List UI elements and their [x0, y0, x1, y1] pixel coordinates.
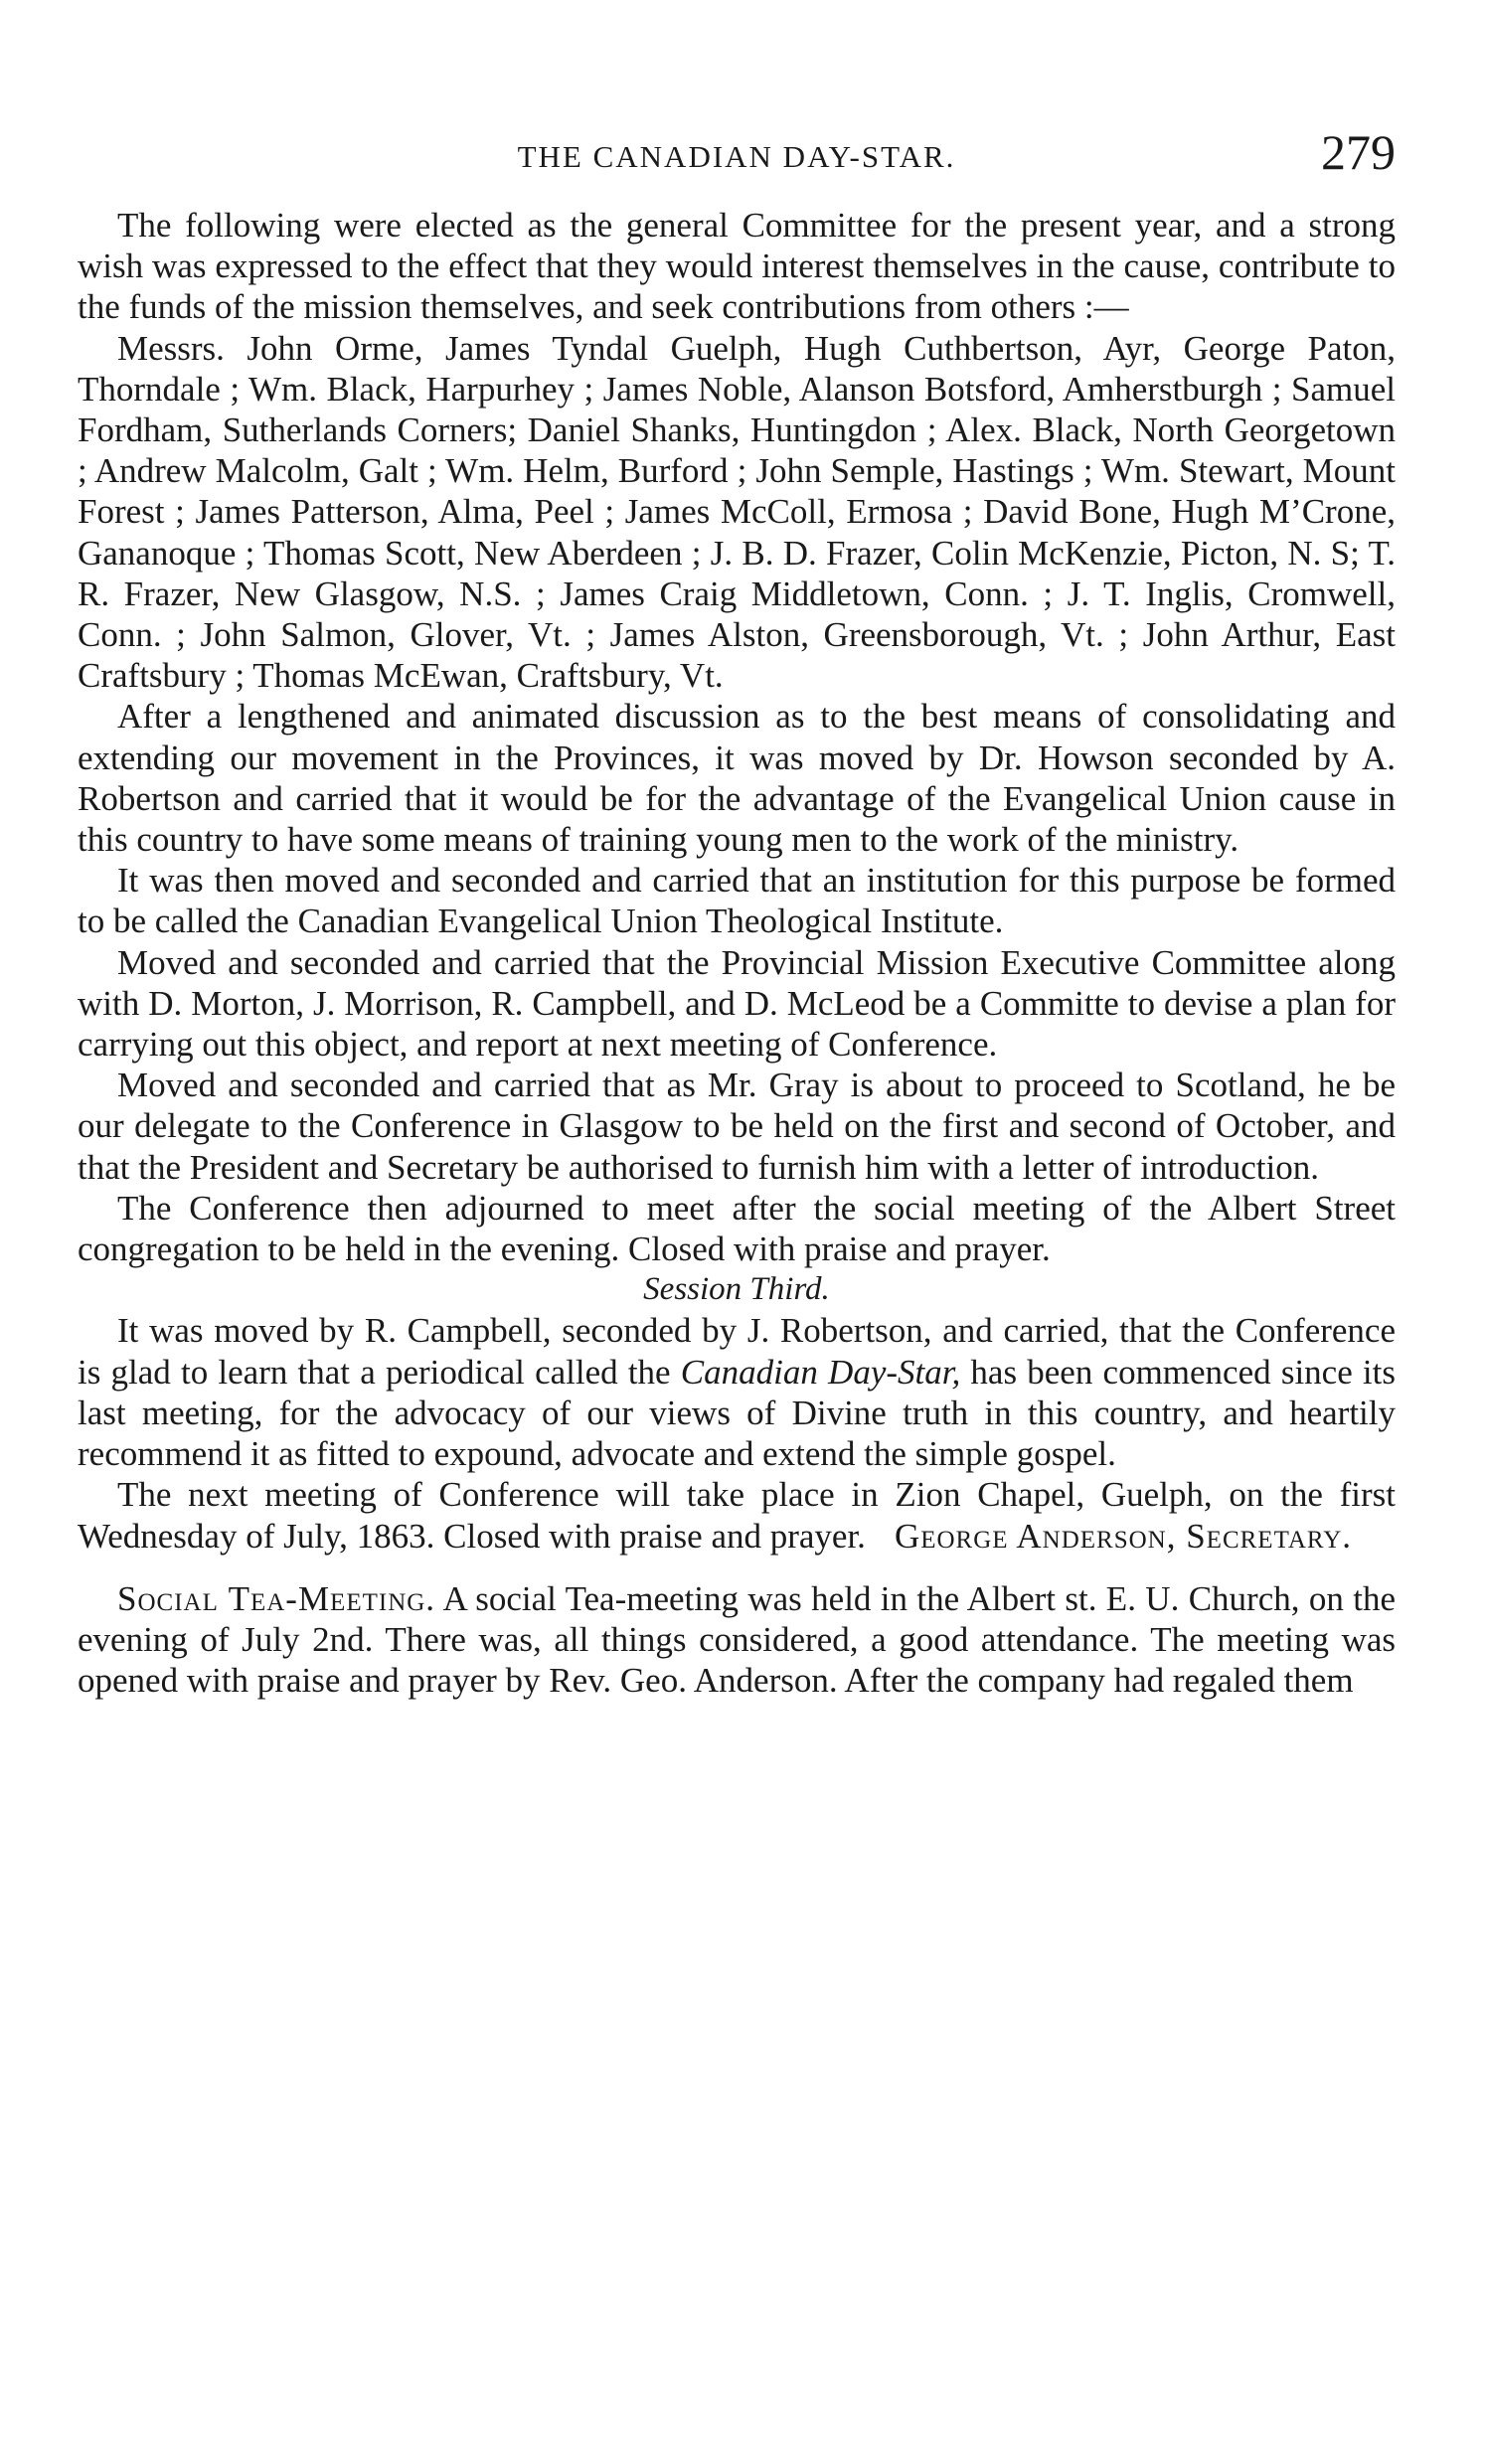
- periodical-text-after: has been commenced since its last meeting, for the advocacy of our views of Divine truth in this country, and heartily recommend it as fitted to expound, advocate and extend the simple gospel.: [78, 1352, 1396, 1474]
- running-head: THE CANADIAN DAY-STAR.: [517, 139, 956, 174]
- signature-text: George Anderson, Secretary.: [894, 1516, 1352, 1556]
- paragraph-next-meeting: The next meeting of Conference will take place in Zion Chapel, Guelph, on the first Wednesday of July, 1863. Closed with praise and prayer.: [78, 1475, 1396, 1556]
- paragraph-training-discussion: After a lengthened and animated discussion as to the best means of consolidating and extending our movement in the Provinces, it was moved by Dr. Howson seconded by A. Robertson and carried that it would be for the advantage of the Evangelical Union cause in this country to have some means of training young men to the work of the ministry.: [78, 697, 1396, 860]
- paragraph-tea-meeting: [78, 1578, 1396, 1702]
- periodical-text-before: It was moved by R. Campbell, seconded by J. Robertson, and carried, that the Conference is glad to learn that a periodical called the: [78, 1311, 1396, 1392]
- tea-meeting-text: A social Tea-meeting was held in the Albert st. E. U. Church, on the evening of July 2nd. There was, all things considered, a good attendance. The meeting was opened with praise and prayer by Rev. Geo. Anderson. After the company had regaled them: [78, 1578, 1396, 1701]
- body-text: [78, 205, 1396, 1701]
- paragraph-committee-plan: Moved and seconded and carried that the Provincial Mission Executive Committee along with D. Morton, J. Morrison, R. Campbell, and D. McLeod be a Committe to devise a plan for carrying out this object, and report at next meeting of Conference.: [78, 942, 1396, 1065]
- tea-meeting-lead: Social Tea-Meeting.: [117, 1578, 436, 1618]
- document-page: [78, 117, 1396, 1701]
- paragraph-committee-intro: The following were elected as the general Committee for the present year, and a strong wish was expressed to the effect that they would interest themselves in the cause, contribute to the funds of the mission themselves, and seek contributions from others :—: [78, 206, 1396, 327]
- paragraph-periodical: [78, 1310, 1396, 1474]
- session-heading: Session Third.: [643, 1271, 830, 1308]
- paragraph-committee-members: Messrs. John Orme, James Tyndal Guelph, Hugh Cuthbertson, Ayr, George Paton, Thorndale ; Wm. Black, Harpurhey ; James Noble, Alanson Botsford, Amherstburgh ; Samuel Fordham, Sutherlands Corners; Daniel Shanks, Huntingdon ; Alex. Black, North Georgetown ; Andrew Malcolm, Galt ; Wm. Helm, Burford ; John Semple, Hastings ; Wm. Stewart, Mount Forest ; James Patterson, Alma, Peel ; James McColl, Ermosa ; David Bone, Hugh M’Crone, Gananoque ; Thomas Scott, New Aberdeen ; J. B. D. Frazer, Colin McKenzie, Picton, N. S; T. R. Frazer, New Glasgow, N.S. ; James Craig Middletown, Conn. ; J. T. Inglis, Cromwell, Conn. ; John Salmon, Glover, Vt. ; James Alston, Greensborough, Vt. ; John Arthur, East Craftsbury ; Thomas McEwan, Craftsbury, Vt.: [78, 328, 1396, 696]
- page-header: [78, 117, 1396, 187]
- paragraph-delegate: Moved and seconded and carried that as Mr. Gray is about to proceed to Scotland, he be our delegate to the Conference in Glasgow to be held on the first and second of October, and that the President and Secretary be authorised to furnish him with a letter of introduction.: [78, 1066, 1396, 1187]
- paragraph-adjourned: The Conference then adjourned to meet after the social meeting of the Albert Street congregation to be held in the evening. Closed with praise and prayer.: [78, 1188, 1396, 1269]
- paragraph-institute: It was then moved and seconded and carried that an institution for this purpose be formed to be called the Canadian Evangelical Union Theological Institute.: [78, 861, 1396, 941]
- page-number: 279: [1321, 124, 1396, 180]
- periodical-title: Canadian Day-Star,: [680, 1352, 961, 1392]
- section-spacer: [78, 1557, 1396, 1578]
